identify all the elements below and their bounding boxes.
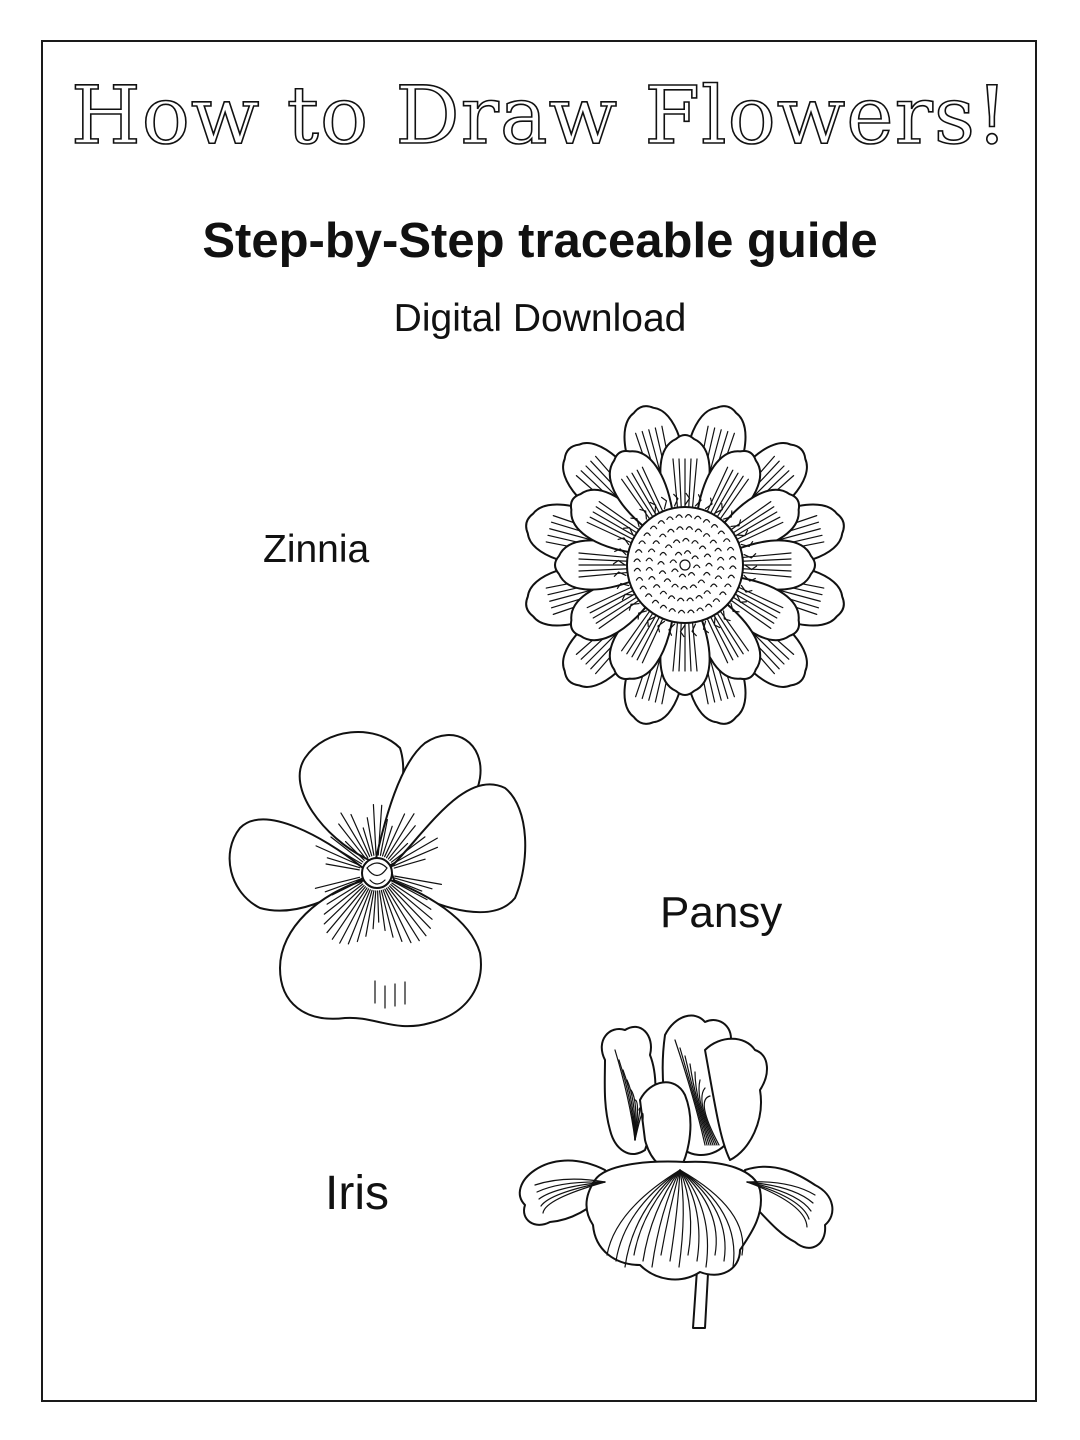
iris-label: Iris — [325, 1167, 389, 1220]
zinnia-flower-icon — [520, 400, 850, 730]
page-subtitle: Step-by-Step traceable guide — [202, 214, 878, 268]
zinnia-label: Zinnia — [263, 528, 370, 571]
pansy-flower-icon — [225, 718, 535, 1038]
page-title: How to Draw Flowers! — [70, 69, 1010, 162]
download-caption: Digital Download — [393, 297, 687, 340]
pansy-label: Pansy — [660, 888, 783, 937]
iris-flower-icon — [515, 1010, 840, 1330]
